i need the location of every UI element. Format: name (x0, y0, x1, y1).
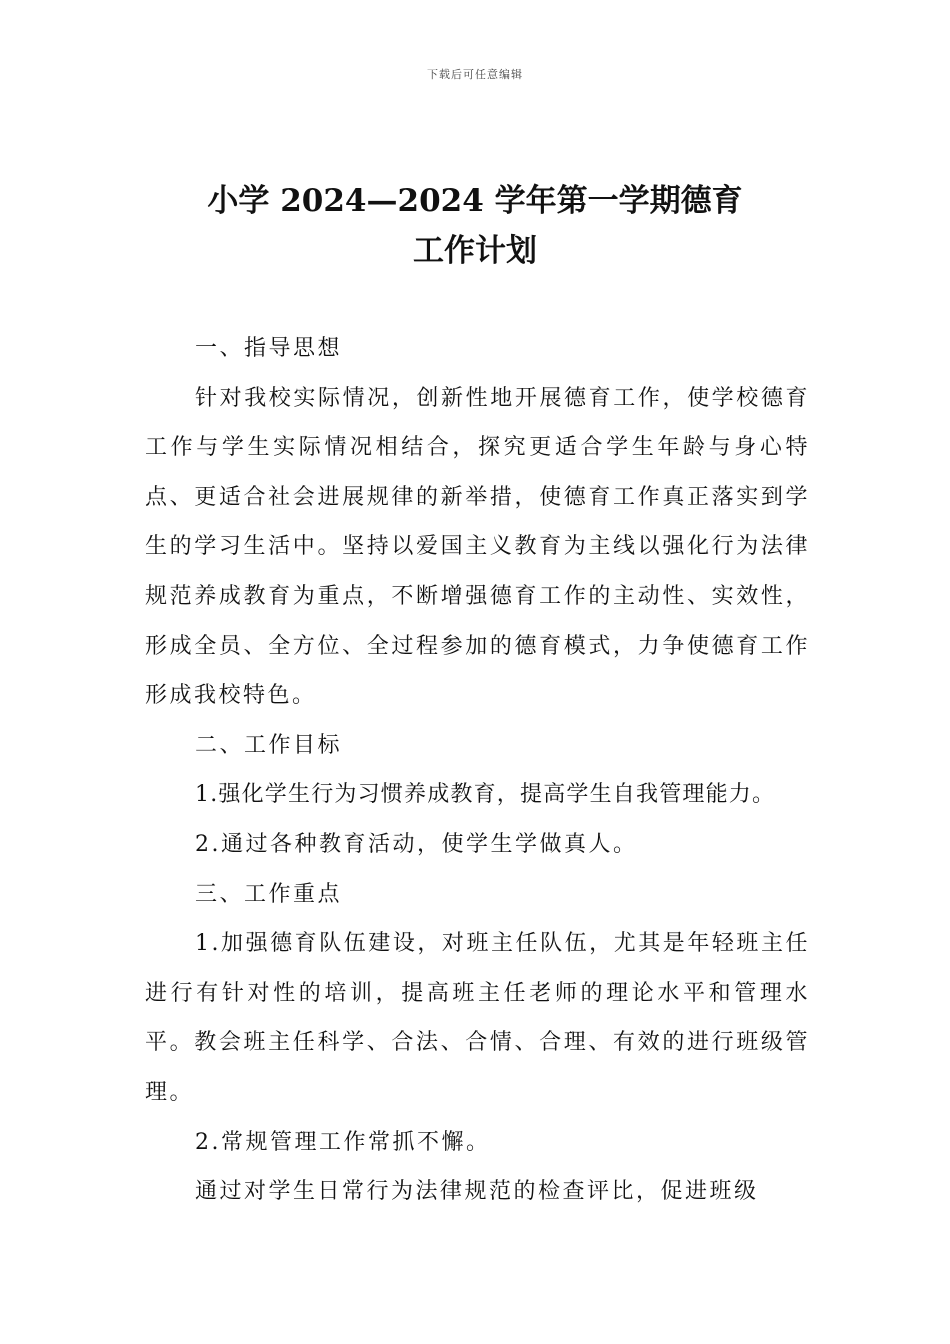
paragraph-routine-management: 通过对学生日常行为法律规范的检查评比，促进班级 (195, 1179, 759, 1205)
title-line-2: 工作计划 (413, 233, 537, 269)
document-body (145, 324, 810, 1217)
paragraph-guiding-ideology: 针对我校实际情况，创新性地开展德育工作，使学校德育工作与学生实际情况相结合，探究更适合学生年龄与身心特点、更适合社会进展规律的新举措，使德育工作真正落实到学生的学习生活中。坚持以爱国主义教育为主线以强化行为法律规范养成教育为重点，不断增强德育工作的主动性、实效性，形成全员、全方位、全过程参加的德育模式，力争使德育工作形成我校特色。 (145, 385, 810, 709)
goal-item-1: 1.强化学生行为习惯养成教育，提高学生自我管理能力。 (195, 782, 776, 808)
section-heading-guiding-ideology: 一、指导思想 (195, 336, 343, 361)
section-heading-work-focus: 三、工作重点 (195, 881, 343, 907)
section-heading-work-goals: 二、工作目标 (195, 732, 343, 758)
focus-item-2: 2.常规管理工作常抓不懈。 (195, 1129, 491, 1155)
document-title (145, 176, 805, 276)
focus-item-1: 1.加强德育队伍建设，对班主任队伍，尤其是年轻班主任进行有针对性的培训，提高班主任老师的理论水平和管理水平。教会班主任科学、合法、合情、合理、有效的进行班级管理。 (145, 931, 810, 1105)
header-note: 下载后可任意编辑 (427, 68, 523, 81)
goal-item-2: 2.通过各种教育活动，使学生学做真人。 (195, 831, 638, 857)
title-line-1: 小学 2024—2024 学年第一学期德育 (207, 183, 743, 219)
